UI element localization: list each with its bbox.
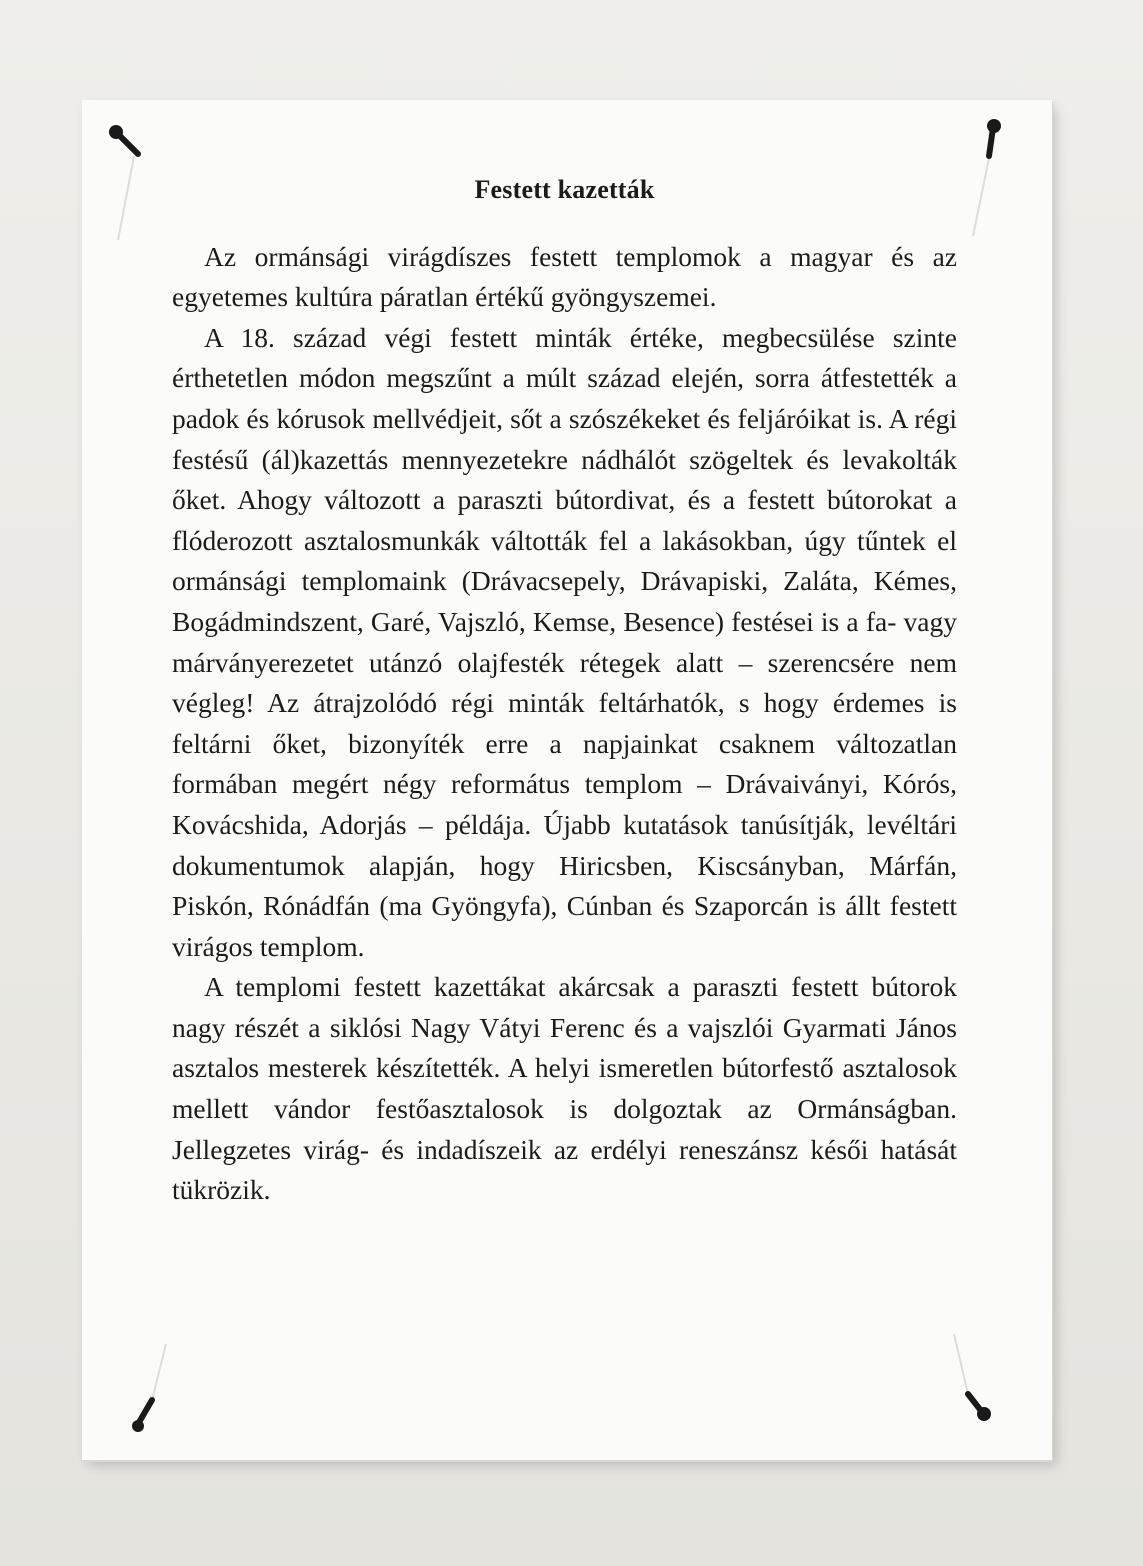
plaque-text [172, 170, 957, 1211]
info-plaque [82, 100, 1052, 1460]
pushpin-top-left-icon [104, 120, 144, 180]
paragraph-history: A 18. század végi festett minták értéke, megbecsülése szinte érthetetlen módon megszűnt a múlt század elején, sorra átfestették a padok és kórusok mellvédjeit, sőt a szószékeket és feljáróikat is. A régi festésű (ál)kazettás mennyezetekre nádhálót szögeltek és levakolták őket. Ahogy változott a paraszti bútordivat, és a festett bútorokat a flóderozott asztalosmunkák váltották fel a lakásokban, úgy tűntek el ormánsági templomaink (Drávacsepely, Drávapiski, Zaláta, Kémes, Bogádmindszent, Garé, Vajszló, Kemse, Besence) festései is a fa- vagy márványerezetet utánzó olajfesték rétegek alatt – szerencsére nem végleg! Az átrajzolódó régi minták feltárhatók, s hogy érdemes is feltárni őket, bizonyíték erre a napjainkat csaknem változatlan formában megért négy református templom – Drávaiványi, Kórós, Kovácshida, Adorjás – példája. Újabb kutatások tanúsítják, levéltári dokumentumok alapján, hogy Hiricsben, Kiscsányban, Márfán, Piskón, Rónádfán (ma Gyöngyfa), Cúnban és Szaporcán is állt festett virágos templom. [172, 321, 957, 962]
pushpin-bottom-left-icon [130, 1384, 170, 1444]
paragraph-makers: A templomi festett kazettákat akárcsak a paraszti festett bútorok nagy részét a siklósi Nagy Vátyi Ferenc és a vajszlói Gyarmati János asztalos mesterek készítették. A helyi ismeretlen bútorfestő asztalosok mellett vándor festőasztalosok is dolgoztak az Ormánságban. Jellegzetes virág- és indadíszeik az erdélyi reneszánsz késői hatását tükrözik. [172, 971, 957, 1206]
paragraph-intro: Az ormánsági virágdíszes festett templomok a magyar és az egyetemes kultúra páratlan értékű gyöngyszemei. [172, 240, 957, 313]
plaque-title: Festett kazetták [474, 175, 655, 204]
pushpin-top-right-icon [975, 116, 1015, 176]
pushpin-bottom-right-icon [960, 1384, 1000, 1444]
